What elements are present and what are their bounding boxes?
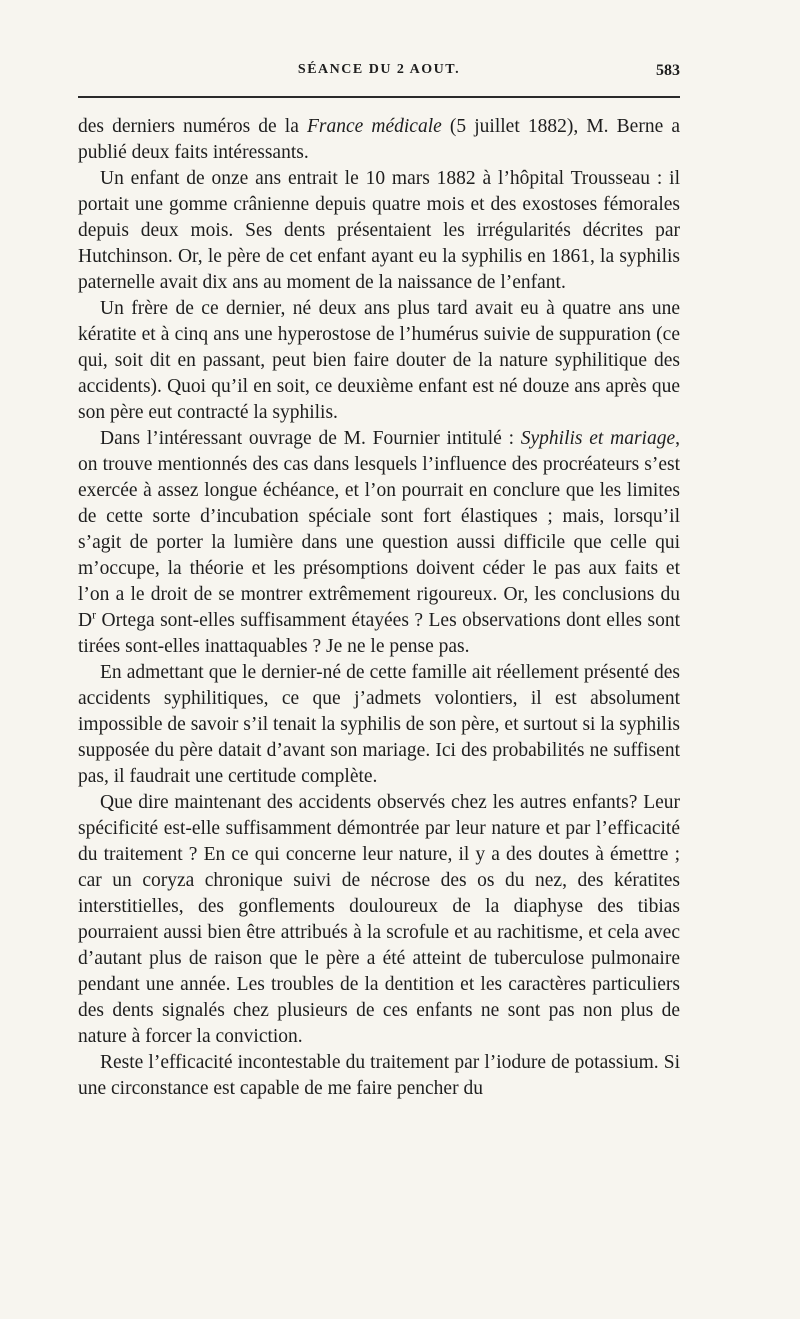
page-number: 583 (656, 62, 680, 79)
paragraph-4-text-a: Dans l’intéressant ouvrage de M. Fournier intitulé : (100, 428, 521, 449)
book-title: Syphilis et mariage (520, 428, 676, 449)
running-head: SÉANCE DU 2 AOUT. (297, 62, 461, 77)
paragraph-1-text-b: (5 juillet 1882), M. Berne a publié deux faits intéressants. (78, 116, 680, 163)
doctor-superscript: r (92, 607, 97, 622)
paragraph-4 (78, 426, 680, 660)
paragraph-7: Reste l’efficacité incontestable du traitement par l’iodure de potassium. Si une circonstance est capable de me faire pencher du (78, 1052, 680, 1099)
page-header (78, 62, 680, 84)
paragraph-1-text-a: des derniers numéros de la (78, 116, 307, 137)
body-text (78, 114, 680, 1102)
paragraph-1 (78, 114, 680, 166)
header-rule (78, 96, 680, 98)
paragraph-2: Un enfant de onze ans entrait le 10 mars 1882 à l’hôpital Trousseau : il portait une gomme crânienne depuis quatre mois et des exostoses fémorales depuis deux mois. Ses dents présentaient les irrégularités décrites par Hutchinson. Or, le père de cet enfant ayant eu la syphilis en 1861, la syphilis paternelle avait dix ans au moment de la naissance de l’enfant. (78, 168, 680, 293)
paragraph-5: En admettant que le dernier-né de cette famille ait réellement présenté des accidents syphilitiques, ce que j’admets volontiers, il est absolument impossible de savoir s’il tenait la syphilis de son père, et surtout si la syphilis supposée du père datait d’avant son mariage. Ici des probabilités ne suffisent pas, il faudrait une certitude complète. (78, 662, 680, 787)
paragraph-3: Un frère de ce dernier, né deux ans plus tard avait eu à quatre ans une kératite et à cinq ans une hyperostose de l’humérus suivie de suppuration (ce qui, soit dit en passant, peut bien faire douter de la nature syphilitique des accidents). Quoi qu’il en soit, ce deuxième enfant est né douze ans après que son père eut contracté la syphilis. (78, 298, 680, 423)
paragraph-4-text-c: Ortega sont-elles suffisamment étayées ? Les observations dont elles sont tirées sont-elles inattaquables ? Je ne le pense pas. (78, 610, 680, 657)
journal-title: France médicale (306, 116, 442, 137)
paragraph-4-text-b: , on trouve mentionnés des cas dans lesquels l’influence des procréateurs s’est exercée à assez longue échéance, et l’on pourrait en conclure que les limites de cette sorte d’incubation spéciale sont fort élastiques ; mais, lorsqu’il s’agit de porter la lumière dans une question aussi difficile que celle qui m’occupe, la théorie et les présomptions doivent céder le pas aux faits et l’on a le droit de se montrer extrêmement rigoureux. Or, les conclusions du D (78, 428, 680, 631)
paragraph-6: Que dire maintenant des accidents observés chez les autres enfants? Leur spécificité est-elle suffisamment démontrée par leur nature et par l’efficacité du traitement ? En ce qui concerne leur nature, il y a des doutes à émettre ; car un coryza chronique suivi de nécrose des os du nez, des kératites interstitielles, des gonflements douloureux de la diaphyse des tibias pourraient aussi bien être attribués à la scrofule et au rachitisme, et cela avec d’autant plus de raison que le père a été atteint de tuberculose pulmonaire pendant une année. Les troubles de la dentition et les caractères particuliers des dents signalés chez plusieurs de ces enfants ne sont pas non plus de nature à forcer la conviction. (78, 792, 680, 1047)
